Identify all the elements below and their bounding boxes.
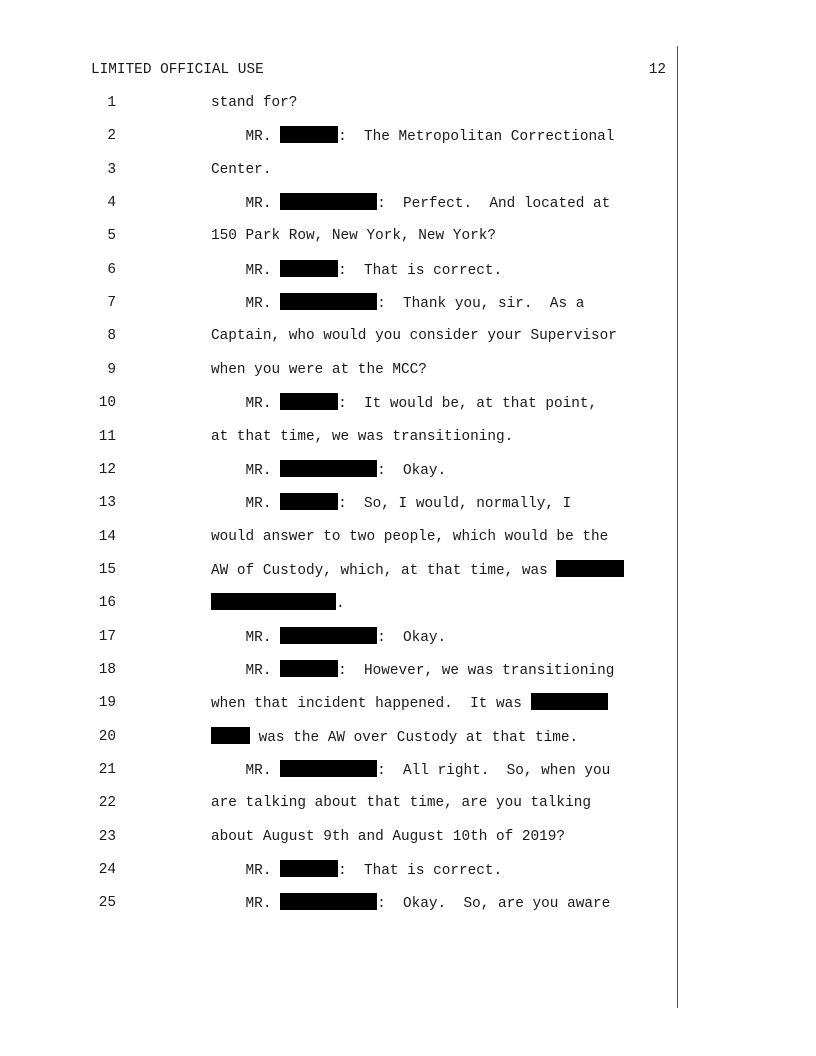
text-segment: : All right. So, when you: [377, 763, 611, 779]
right-margin-rule: [677, 46, 678, 1008]
text-segment: when that incident happened. It was: [211, 696, 531, 713]
text-segment: 150 Park Row, New York, New York?: [211, 228, 496, 245]
text-segment: AW of Custody, which, at that time, was: [211, 562, 557, 579]
line-text: [211, 727, 578, 748]
text-segment: would answer to two people, which would be the: [211, 528, 609, 545]
text-segment: MR.: [211, 662, 281, 679]
line-number: 13: [98, 495, 116, 512]
text-segment: MR.: [211, 863, 281, 880]
line-text: [211, 560, 624, 581]
redaction-block: [556, 560, 624, 577]
line-text: [211, 793, 591, 813]
line-text: [211, 260, 502, 281]
line-number: 20: [98, 728, 116, 745]
text-segment: : It would be, at that point,: [338, 396, 598, 413]
line-number: 7: [107, 295, 116, 312]
redaction-block: [280, 660, 338, 677]
line-number: 24: [98, 862, 116, 879]
line-number: 10: [98, 395, 116, 412]
line-number: 18: [98, 661, 116, 678]
line-text: [211, 693, 608, 714]
line-number: 14: [98, 528, 116, 545]
redaction-block: [280, 460, 377, 477]
text-segment: was the AW over Custody at that time.: [250, 729, 579, 746]
text-segment: about August 9th and August 10th of 2019?: [211, 828, 566, 845]
redaction-block: [280, 193, 377, 210]
text-segment: : However, we was transitioning: [338, 662, 615, 679]
line-text: [211, 93, 297, 113]
text-segment: stand for?: [211, 95, 298, 111]
redaction-block: [280, 760, 377, 777]
redaction-block: [280, 293, 377, 310]
line-text: [211, 527, 608, 547]
line-text: [211, 827, 565, 847]
line-number: 12: [98, 461, 116, 478]
line-number: 22: [98, 795, 116, 812]
line-text: [211, 393, 597, 414]
text-segment: : That is correct.: [338, 863, 503, 880]
text-segment: : Okay.: [377, 629, 447, 646]
line-number: 21: [98, 762, 116, 778]
line-number: 9: [107, 361, 116, 378]
line-text: [211, 660, 614, 681]
header-classification: LIMITED OFFICIAL USE: [91, 62, 264, 78]
line-number: 25: [98, 895, 116, 912]
text-segment: MR.: [211, 462, 281, 479]
line-number: 16: [98, 595, 116, 612]
line-text: [211, 360, 427, 380]
line-number: 3: [107, 161, 116, 178]
line-number: 1: [107, 95, 116, 111]
text-segment: : Perfect. And located at: [377, 196, 611, 213]
line-text: [211, 493, 571, 514]
line-number: 2: [107, 128, 116, 145]
line-text: [211, 893, 610, 914]
line-number: 4: [107, 195, 116, 212]
line-text: [211, 460, 446, 481]
text-segment: MR.: [211, 396, 281, 413]
redaction-block: [280, 126, 338, 143]
redaction-block: [280, 627, 377, 644]
text-segment: .: [336, 596, 345, 613]
line-text: [211, 193, 610, 214]
redaction-block: [211, 593, 336, 610]
text-segment: MR.: [211, 629, 281, 646]
text-segment: MR.: [211, 262, 281, 279]
line-text: [211, 627, 446, 648]
text-segment: MR.: [211, 296, 281, 313]
redaction-block: [211, 727, 250, 744]
line-text: [211, 160, 271, 180]
redaction-block: [280, 260, 338, 277]
line-text: [211, 760, 610, 781]
line-number: 11: [98, 428, 116, 445]
line-text: [211, 860, 502, 881]
line-number: 6: [107, 261, 116, 278]
line-number: 8: [107, 328, 116, 345]
redaction-block: [280, 893, 377, 910]
text-segment: are talking about that time, are you talking: [211, 795, 591, 812]
redaction-block: [531, 693, 608, 710]
text-segment: : Okay. So, are you aware: [377, 896, 611, 913]
line-number: 5: [107, 228, 116, 245]
text-segment: Captain, who would you consider your Supervisor: [211, 328, 617, 345]
line-text: [211, 593, 345, 614]
text-segment: when you were at the MCC?: [211, 361, 427, 378]
line-text: [211, 226, 496, 246]
line-text: [211, 326, 617, 346]
text-segment: MR.: [211, 763, 281, 779]
line-text: [211, 427, 513, 447]
text-segment: MR.: [211, 196, 281, 213]
text-segment: MR.: [211, 896, 281, 913]
text-segment: : That is correct.: [338, 262, 503, 279]
line-text: [211, 126, 614, 147]
line-number: 17: [98, 628, 116, 645]
text-segment: MR.: [211, 496, 281, 513]
line-number: 15: [98, 561, 116, 578]
line-text: [211, 293, 584, 314]
page-number: 12: [648, 62, 666, 78]
text-segment: : Okay.: [377, 462, 447, 479]
redaction-block: [280, 493, 338, 510]
text-segment: at that time, we was transitioning.: [211, 428, 514, 445]
redaction-block: [280, 860, 338, 877]
text-segment: : The Metropolitan Correctional: [338, 129, 615, 146]
text-segment: Center.: [211, 161, 272, 178]
line-number: 19: [98, 695, 116, 712]
text-segment: : So, I would, normally, I: [338, 496, 572, 513]
text-segment: MR.: [211, 129, 281, 146]
redaction-block: [280, 393, 338, 410]
text-segment: : Thank you, sir. As a: [377, 296, 585, 313]
line-number: 23: [98, 828, 116, 845]
